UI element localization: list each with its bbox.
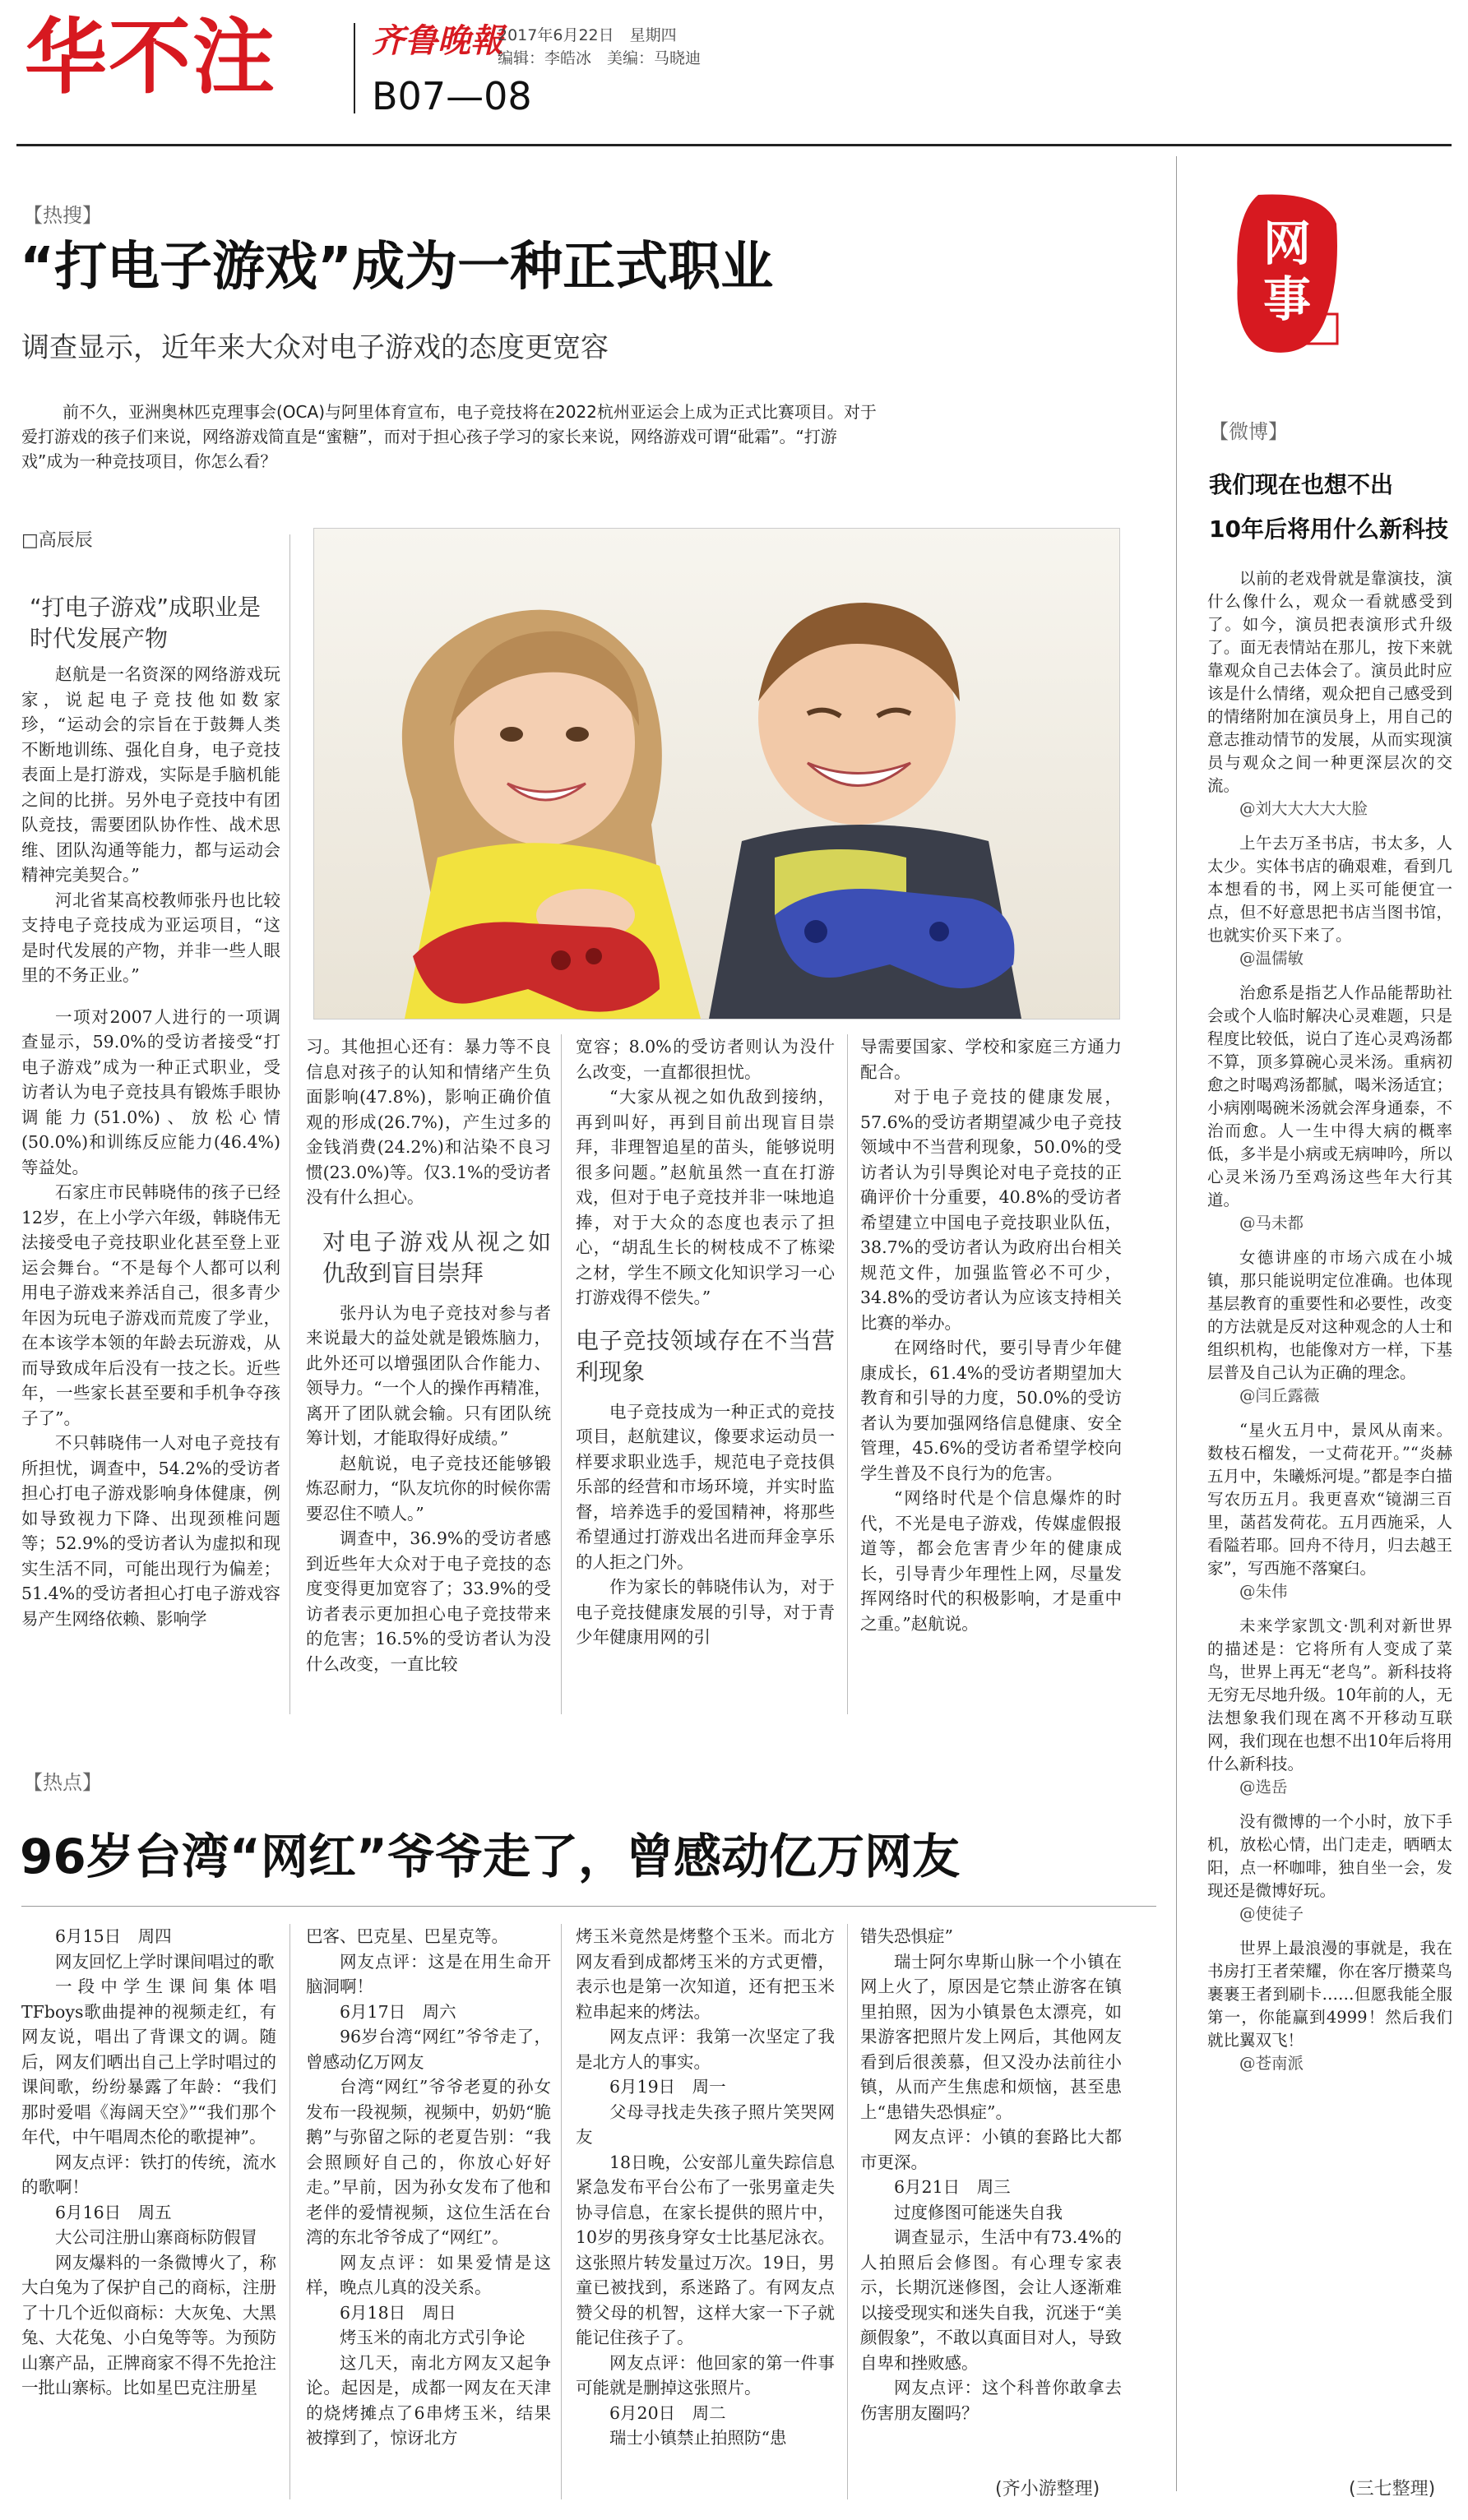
article1-tag: 【热搜】 [23,204,102,227]
header-divider [354,23,355,113]
comment: 网友点评：这是在用生命开脑洞啊！ [306,1951,551,1996]
weibo-author: @朱伟 [1239,1582,1288,1601]
weibo-post: 没有微博的一个小时，放下手机，放松心情，出门走走，晒晒太阳，点一杯咖啡，独自坐一会，发现还是微博好玩。 [1207,1812,1452,1900]
paragraph: “网络时代是个信息爆炸的时代，不光是电子游戏，传媒虚假报道等，都会危害青少年的健康成长，引导青少年理性上网，尽量发挥网络时代的积极影响，才是重中之重。”赵航说。 [860,1488,1122,1634]
item-heading: 96岁台湾“网红”爷爷走了，曾感动亿万网友 [306,2027,551,2072]
comment: 网友点评：如果爱情是这样，晚点儿真的没关系。 [306,2252,551,2297]
article2-credit: (齐小游整理) [995,2479,1100,2499]
article1-column-2 [306,1034,551,1676]
paragraph: 对于电子竞技的健康发展，57.6%的受访者期望减少电子竞技领域中不当营利现象，50.0%的受访者认为引导舆论对电子竞技的正确评价十分重要，40.8%的受访者希望建立中国电子竞技职业队伍，38.7%的受访者认为政府出台相关规范文件，加强监管必不可少，34.8%的受访者认为应该支持相关比赛的举办。 [860,1087,1122,1333]
paragraph: 一项对2007人进行的一项调查显示，59.0%的受访者接受“打电子游戏”成为一种正式职业，受访者认为电子竞技具有锻炼手眼协调能力(51.0%)、放松心情(50.0%)和训练反应能力(46.4%)等益处。 [21,1006,280,1177]
weibo-author: @马未都 [1239,1214,1304,1232]
sidebar-tag: 【微博】 [1209,420,1288,443]
sidebar-title-line-1: 我们现在也想不出 [1209,471,1394,498]
weibo-post: 上午去万圣书店，书太多，人太少。实体书店的确艰难，看到几本想看的书，网上买可能便宜一点，但不好意思把书店当图书馆，也就实价买下来了。 [1207,834,1452,945]
item-heading: 瑞士小镇禁止拍照防“患 [609,2428,787,2448]
paragraph: 一段中学生课间集体唱TFboys歌曲提神的视频走红，有网友说，唱出了背课文的调。随后，网友们晒出自己上学时唱过的课间歌，纷纷暴露了年龄：“我们那时爱唱《海阔天空》”“我们那个年代，中午唱周杰伦的歌提神”。 [21,1977,276,2147]
column-rule [561,1924,562,2499]
paragraph: 宽容；8.0%的受访者则认为没什么改变，一直都很担忧。 [576,1037,835,1082]
date-line: 6月20日 周二 [609,2402,726,2423]
sidebar-title-line-2: 10年后将用什么新科技 [1209,516,1448,543]
article2-rule [21,1906,1156,1907]
sidebar-logo-text: 网事 [1262,215,1311,327]
article1-photo [313,528,1120,1020]
paragraph: 瑞士阿尔卑斯山脉一个小镇在网上火了，原因是它禁止游客在镇里拍照，因为小镇景色太漂亮，如果游客把照片发上网后，其他网友看到后很羡慕，但又没办法前往小镇，从而产生焦虑和烦恼，甚至患上“患错失恐惧症”。 [860,1951,1122,2122]
weibo-post: 未来学家凯文·凯利对新世界的描述是：它将所有人变成了菜鸟，世界上再无“老鸟”。新科技将无穷无尽地升级。10年前的人，无法想象我们现在离不开移动互联网，我们现在也想不出10年后将用什么新科技。 [1207,1616,1452,1773]
weibo-author: @温儒敏 [1239,949,1304,968]
article1-section-head-1: “打电子游戏”成职业是时代发展产物 [30,594,262,652]
weibo-post: “星火五月中，景风从南来。数枝石榴发，一丈荷花开。”“炎赫五月中，朱曦烁河堤。”都是李白描写农历五月。我更喜欢“镜湖三百里，菡萏发荷花。五月西施采，人看隘若耶。回舟不待月，归去越王家”，写西施不落窠臼。 [1207,1421,1452,1578]
paragraph: 电子竞技成为一种正式的竞技项目，赵航建议，像要求运动员一样要求职业选手，规范电子竞技俱乐部的经营和市场环境，并实时监督，培养选手的爱国精神，将那些希望通过打游戏出名进而拜金享乐的人拒之门外。 [576,1401,835,1572]
date-line: 6月21日 周三 [894,2177,1011,2197]
date-line: 6月17日 周六 [340,2001,456,2022]
comment: 网友点评：这个科普你敢拿去伤害朋友圈吗？ [860,2378,1122,2423]
item-heading: 大公司注册山寨商标防假冒 [55,2227,257,2247]
column-rule [847,1034,848,1714]
date-line: 6月18日 周日 [340,2302,456,2323]
date-line: 6月16日 周五 [55,2202,172,2222]
item-heading: 烤玉米的南北方式引争论 [340,2328,526,2347]
weibo-author: @使徒子 [1239,1904,1304,1923]
paragraph: 网友爆料的一条微博火了，称大白兔为了保护自己的商标，注册了十几个近似商标：大灰兔、大黑兔、大花兔、小白兔等等。为预防山寨产品，正牌商家不得不先抢注一批山寨标。比如星巴克注册星 [21,2252,276,2397]
weibo-author: @苍南派 [1239,2054,1304,2073]
paragraph: 18日晚，公安部儿童失踪信息紧急发布平台公布了一张男童走失协寻信息，在家长提供的照片中，10岁的男孩身穿女士比基尼泳衣。这张照片转发量过万次。19日，男童已被找到，系迷路了。有网友点赞父母的机智，这样大家一下子就能记住孩子了。 [576,2152,835,2347]
article1-column-4 [860,1034,1122,1636]
article1-lead: 前不久，亚洲奥林匹克理事会(OCA)与阿里体育宣布，电子竞技将在2022杭州亚运会上成为正式比赛项目。对于爱打游戏的孩子们来说，网络游戏简直是“蜜糖”，而对于担心孩子学习的家长来说，网络游戏可谓“砒霜”。“打游戏”成为一种竞技项目，你怎么看？ [21,402,877,471]
sidebar-credit: (三七整理) [1349,2479,1436,2499]
section-title: 华不注 [25,9,276,105]
article2-column-4 [860,1924,1122,2425]
article2-column-3 [576,1924,835,2451]
item-heading: 错失恐惧症” [860,1926,953,1946]
column-rule [289,534,290,1714]
paragraph: 河北省某高校教师张丹也比较支持电子竞技成为亚运项目，“这是时代发展的产物，并非一些人眼里的不务正业。” [21,890,280,985]
article1-section-head-2: 对电子游戏从视之如仇敌到盲目崇拜 [322,1228,551,1287]
weibo-post: 女德讲座的市场六成在小城镇，那只能说明定位准确。也体现基层教育的重要性和必要性，改变的方法就是反对这种观念的人士和组织机构，也能像对方一样，下基层普及自己认为正确的理念。 [1207,1248,1452,1382]
paragraph: 赵航是一名资深的网络游戏玩家，说起电子竞技他如数家珍，“运动会的宗旨在于鼓舞人类不断地训练、强化自身，电子竞技表面上是打游戏，实际是手脑机能之间的比拼。另外电子竞技中有团队竞技，需要团队协作性、战术思维、团队沟通等能力，都与运动会精神完美契合。” [21,664,280,885]
weibo-author: @刘大大大大大脸 [1239,799,1368,818]
paragraph: 台湾“网红”爷爷老夏的孙女发布一段视频，视频中，奶奶“脆鹅”与弥留之际的老夏告别：“我会照顾好自己的，你放心好好走。”早前，因为孙女发布了他和老伴的爱情视频，这位生活在台湾的东北爷爷成了“网红”。 [306,2077,551,2247]
date-line: 6月19日 周一 [609,2077,726,2097]
weibo-post: 以前的老戏骨就是靠演技，演什么像什么，观众一看就感受到了。如今，演员把表演形式升级了。面无表情站在那儿，按下来就靠观众自己去体会了。演员此时应该是什么情绪，观众把自己感受到的情绪附加在演员身上，用自己的意志推动情节的发展，从而实现演员与观众之间一种更深层次的交流。 [1207,569,1452,795]
paragraph: 石家庄市民韩晓伟的孩子已经12岁，在上小学六年级，韩晓伟无法接受电子竞技职业化甚至登上亚运会舞台。“不是每个人都可以利用电子游戏来养活自己，很多青少年因为玩电子游戏而荒废了学业，在本该学本领的年龄去玩游戏，从而导致成年后没有一技之长。近些年，一些家长甚至要和手机争夺孩子了”。 [21,1182,280,1428]
paragraph: 巴客、巴克星、巴星克等。 [306,1926,508,1946]
item-heading: 父母寻找走失孩子照片笑哭网友 [576,2102,835,2147]
comment: 网友点评：小镇的套路比大都市更深。 [860,2127,1122,2172]
editors-line: 编辑：李皓冰 美编：马晓迪 [498,49,702,67]
weibo-author: @选岳 [1239,1778,1288,1796]
paragraph: 调查中，36.9%的受访者感到近些年大众对于电子竞技的态度变得更加宽容了；33.9%的受访者表示更加担心电子竞技带来的危害；16.5%的受访者认为没什么改变，一直比较 [306,1528,551,1674]
issue-date: 2017年6月22日 星期四 [498,26,677,44]
byline: □高辰辰 [21,530,93,551]
sidebar-divider [1176,156,1177,2491]
item-heading: 过度修图可能迷失自我 [894,2202,1063,2222]
article1-column-3 [576,1034,835,1650]
article1-column-1 [21,662,280,1631]
paragraph: “大家从视之如仇敌到接纳，再到叫好，再到目前出现盲目崇拜，非理智追星的苗头，能够说明很多问题。”赵航虽然一直在打游戏，但对于电子竞技并非一味地追捧，对于大众的态度也表示了担心，“胡乱生长的树枝成不了栋梁之材，学生不顾文化知识学习一心打游戏得不偿失。” [576,1087,835,1307]
paragraph: 赵航说，电子竞技还能够锻炼忍耐力，“队友坑你的时候你需要忍住不喷人。” [306,1453,551,1524]
paragraph: 在网络时代，要引导青少年健康成长，61.4%的受访者期望加大教育和引导的力度，50.0%的受访者认为要加强网络信息健康、安全管理，45.6%的受访者希望学校向学生普及不良行为的危害。 [860,1338,1122,1483]
date-line: 6月15日 周四 [55,1926,172,1946]
article1-section-head-3: 电子竞技领域存在不当营利现象 [576,1326,835,1385]
article1-subtitle: 调查显示，近年来大众对电子游戏的态度更宽容 [21,331,609,364]
article2-column-2 [306,1924,551,2451]
item-heading: 网友回忆上学时课间唱过的歌 [55,1951,275,1972]
weibo-post: 世界上最浪漫的事就是，我在书房打王者荣耀，你在客厅攒菜鸟裹裹王者到刷卡……但愿我能全服第一，你能赢到4999！然后我们就比翼双飞！ [1207,1939,1452,2050]
article1-title: “打电子游戏”成为一种正式职业 [20,237,774,298]
paragraph: 不只韩晓伟一人对电子竞技有所担忧，调查中，54.2%的受访者担心打电子游戏影响身体健康，例如导致视力下降、出现颈椎问题等；52.9%的受访者认为虚拟和现实生活不同，可能出现行为偏差；51.4%的受访者担心打电子游戏容易产生网络依赖、影响学 [21,1433,280,1629]
article2-title: 96岁台湾“网红”爷爷走了，曾感动亿万网友 [20,1829,960,1884]
paragraph: 这几天，南北方网友又起争论。起因是，成都一网友在天津的烧烤摊点了6串烤玉米，结果被撑到了，惊讶北方 [306,2352,551,2448]
page-code: B07—08 [372,74,532,118]
paragraph: 习。其他担心还有：暴力等不良信息对孩子的认知和情绪产生负面影响(47.8%)，影响正确价值观的形成(26.7%)，产生过多的金钱消费(24.2%)和沾染不良习惯(23.0%)等。仅3.1%的受访者没有什么担心。 [306,1037,551,1207]
paragraph: 烤玉米竟然是烤整个玉米。而北方网友看到成都烤玉米的方式更懵，表示也是第一次知道，还有把玉米粒串起来的烤法。 [576,1926,835,2022]
column-rule [847,1924,848,2499]
article2-tag: 【热点】 [23,1771,102,1794]
weibo-author: @闫丘露薇 [1239,1386,1320,1405]
comment: 网友点评：我第一次坚定了我是北方人的事实。 [576,2027,835,2072]
weibo-post: 治愈系是指艺人作品能帮助社会或个人临时解决心灵难题，只是程度比较低，说白了连心灵鸡汤都不算，顶多算碗心灵米汤。重病初愈之时喝鸡汤都腻，喝米汤适宜；小病刚喝碗米汤就会浑身通泰，不治而愈。人一生中得大病的概率低，多半是小病或无病呻吟，所以心灵米汤乃至鸡汤这些年大行其道。 [1207,983,1452,1209]
comment: 网友点评：铁打的传统，流水的歌啊！ [21,2152,276,2197]
article2-column-1 [21,1924,276,2401]
comment: 网友点评：他回家的第一件事可能就是删掉这张照片。 [576,2352,835,2397]
paragraph: 导需要国家、学校和家庭三方通力配合。 [860,1037,1122,1082]
newspaper-logo: 齐鲁晚報 [372,21,503,60]
sidebar-posts [1207,567,1452,2075]
header-rule [16,144,1452,146]
column-rule [289,1924,290,2499]
paragraph: 作为家长的韩晓伟认为，对于电子竞技健康发展的引导，对于青少年健康用网的引 [576,1577,835,1647]
paragraph: 调查显示，生活中有73.4%的人拍照后会修图。有心理专家表示，长期沉迷修图，会让人逐渐难以接受现实和迷失自我，沉迷于“美颜假象”，不敢以真面目对人，导致自卑和挫败感。 [860,2227,1122,2373]
paragraph: 张丹认为电子竞技对参与者来说最大的益处就是锻炼脑力，此外还可以增强团队合作能力、领导力。“一个人的操作再精准，离开了团队就会输。只有团队统筹计划，才能取得好成绩。” [306,1302,551,1448]
column-rule [561,1034,562,1714]
